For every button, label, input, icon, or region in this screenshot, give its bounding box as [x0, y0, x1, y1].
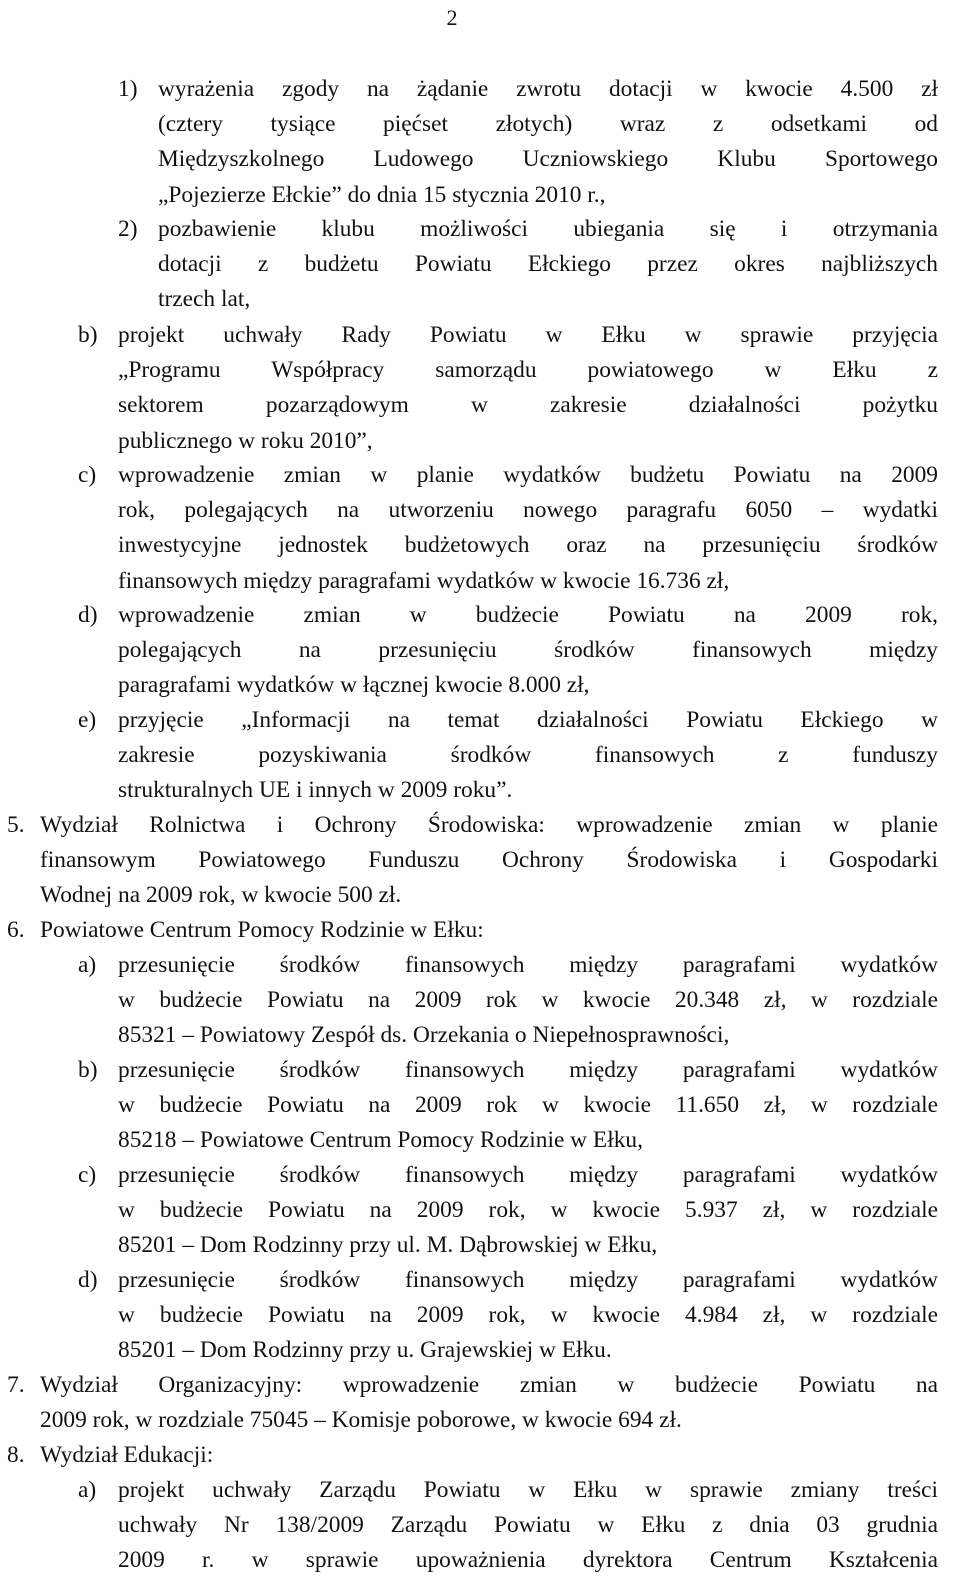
- list-marker: a): [78, 1477, 97, 1503]
- text-line: strukturalnych UE i innych w 2009 roku”.: [118, 777, 513, 804]
- text-line: publicznego w roku 2010”,: [118, 427, 373, 454]
- text-line: „Pojezierze Ełckie” do dnia 15 stycznia 2010 r.,: [158, 181, 606, 208]
- subitem-2: [118, 212, 938, 318]
- text-line: Wydział Organizacyjny: wprowadzenie zmian w budżecie Powiatu na: [40, 1372, 938, 1398]
- list-marker: d): [78, 602, 98, 628]
- text-line: w budżecie Powiatu na 2009 rok w kwocie 11.650 zł, w rozdziale: [118, 1092, 938, 1119]
- text-line: 2009 r. w sprawie upoważnienia dyrektora Centrum Kształcenia: [118, 1547, 938, 1574]
- text-line: uchwały Nr 138/2009 Zarządu Powiatu w Ełku z dnia 03 grudnia: [118, 1512, 938, 1539]
- list-marker: c): [78, 462, 97, 488]
- text-line: 85218 – Powiatowe Centrum Pomocy Rodzinie w Ełku,: [118, 1127, 643, 1154]
- list-marker: 7.: [7, 1372, 25, 1398]
- text-line: przesunięcie środków finansowych między paragrafami wydatków: [118, 1057, 938, 1083]
- text-line: w budżecie Powiatu na 2009 rok, w kwocie 4.984 zł, w rozdziale: [118, 1302, 938, 1329]
- item-6d: [78, 1263, 938, 1369]
- list-marker: b): [78, 322, 98, 348]
- text-line: rok, polegających na utworzeniu nowego paragrafu 6050 – wydatki: [118, 497, 938, 524]
- text-line: Powiatowe Centrum Pomocy Rodzinie w Ełku:: [40, 917, 484, 943]
- text-line: paragrafami wydatków w łącznej kwocie 8.000 zł,: [118, 672, 590, 699]
- text-line: Międzyszkolnego Ludowego Uczniowskiego Klubu Sportowego: [158, 146, 938, 173]
- list-marker: 8.: [7, 1442, 25, 1468]
- item-7: [7, 1368, 938, 1438]
- list-marker: e): [78, 707, 97, 733]
- item-6a: [78, 948, 938, 1054]
- text-line: projekt uchwały Rady Powiatu w Ełku w sprawie przyjęcia: [118, 322, 938, 348]
- text-line: pozbawienie klubu możliwości ubiegania się i otrzymania: [158, 216, 938, 242]
- list-marker: d): [78, 1267, 98, 1293]
- text-line: dotacji z budżetu Powiatu Ełckiego przez okres najbliższych: [158, 251, 938, 278]
- text-line: przyjęcie „Informacji na temat działalności Powiatu Ełckiego w: [118, 707, 938, 733]
- text-line: inwestycyjne jednostek budżetowych oraz na przesunięciu środków: [118, 532, 938, 559]
- list-marker: c): [78, 1162, 97, 1188]
- list-marker: 6.: [7, 917, 25, 943]
- text-line: „Programu Współpracy samorządu powiatowego w Ełku z: [118, 357, 938, 384]
- item-8a: [78, 1473, 938, 1579]
- text-line: w budżecie Powiatu na 2009 rok w kwocie 20.348 zł, w rozdziale: [118, 987, 938, 1014]
- item-6: [7, 913, 938, 948]
- text-line: polegających na przesunięciu środków finansowych między: [118, 637, 938, 664]
- text-line: sektorem pozarządowym w zakresie działalności pożytku: [118, 392, 938, 419]
- text-line: projekt uchwały Zarządu Powiatu w Ełku w sprawie zmiany treści: [118, 1477, 938, 1503]
- text-line: Wodnej na 2009 rok, w kwocie 500 zł.: [40, 882, 402, 909]
- text-line: Wydział Rolnictwa i Ochrony Środowiska: wprowadzenie zmian w planie: [40, 812, 938, 838]
- page-number: 2: [446, 5, 458, 30]
- item-6c: [78, 1158, 938, 1264]
- text-line: wyrażenia zgody na żądanie zwrotu dotacji w kwocie 4.500 zł: [158, 76, 938, 102]
- list-marker: a): [78, 952, 97, 978]
- text-line: przesunięcie środków finansowych między paragrafami wydatków: [118, 952, 938, 978]
- text-line: przesunięcie środków finansowych między paragrafami wydatków: [118, 1162, 938, 1188]
- text-line: 85201 – Dom Rodzinny przy u. Grajewskiej w Ełku.: [118, 1337, 612, 1364]
- subitem-1: [118, 72, 938, 213]
- text-line: wprowadzenie zmian w budżecie Powiatu na 2009 rok,: [118, 602, 938, 628]
- item-6b: [78, 1053, 938, 1159]
- text-line: zakresie pozyskiwania środków finansowych z funduszy: [118, 742, 938, 769]
- item-4e: [78, 703, 938, 809]
- list-marker: 1): [118, 76, 138, 102]
- list-marker: 5.: [7, 812, 25, 838]
- text-line: (cztery tysiące pięćset złotych) wraz z odsetkami od: [158, 111, 938, 138]
- text-line: Wydział Edukacji:: [40, 1442, 214, 1468]
- item-8: [7, 1438, 938, 1473]
- text-line: 85201 – Dom Rodzinny przy ul. M. Dąbrowskiej w Ełku,: [118, 1232, 658, 1259]
- text-line: 85321 – Powiatowy Zespół ds. Orzekania o Niepełnosprawności,: [118, 1022, 730, 1049]
- item-4d: [78, 598, 938, 704]
- item-4b: [78, 318, 938, 459]
- text-line: 2009 rok, w rozdziale 75045 – Komisje poborowe, w kwocie 694 zł.: [40, 1407, 682, 1434]
- text-line: trzech lat,: [158, 286, 251, 313]
- list-marker: b): [78, 1057, 98, 1083]
- text-line: przesunięcie środków finansowych między paragrafami wydatków: [118, 1267, 938, 1293]
- item-4c: [78, 458, 938, 599]
- item-5: [7, 808, 938, 914]
- text-line: finansowym Powiatowego Funduszu Ochrony Środowiska i Gospodarki: [40, 847, 938, 874]
- list-marker: 2): [118, 216, 138, 242]
- text-line: w budżecie Powiatu na 2009 rok, w kwocie 5.937 zł, w rozdziale: [118, 1197, 938, 1224]
- text-line: wprowadzenie zmian w planie wydatków budżetu Powiatu na 2009: [118, 462, 938, 488]
- text-line: finansowych między paragrafami wydatków w kwocie 16.736 zł,: [118, 567, 730, 594]
